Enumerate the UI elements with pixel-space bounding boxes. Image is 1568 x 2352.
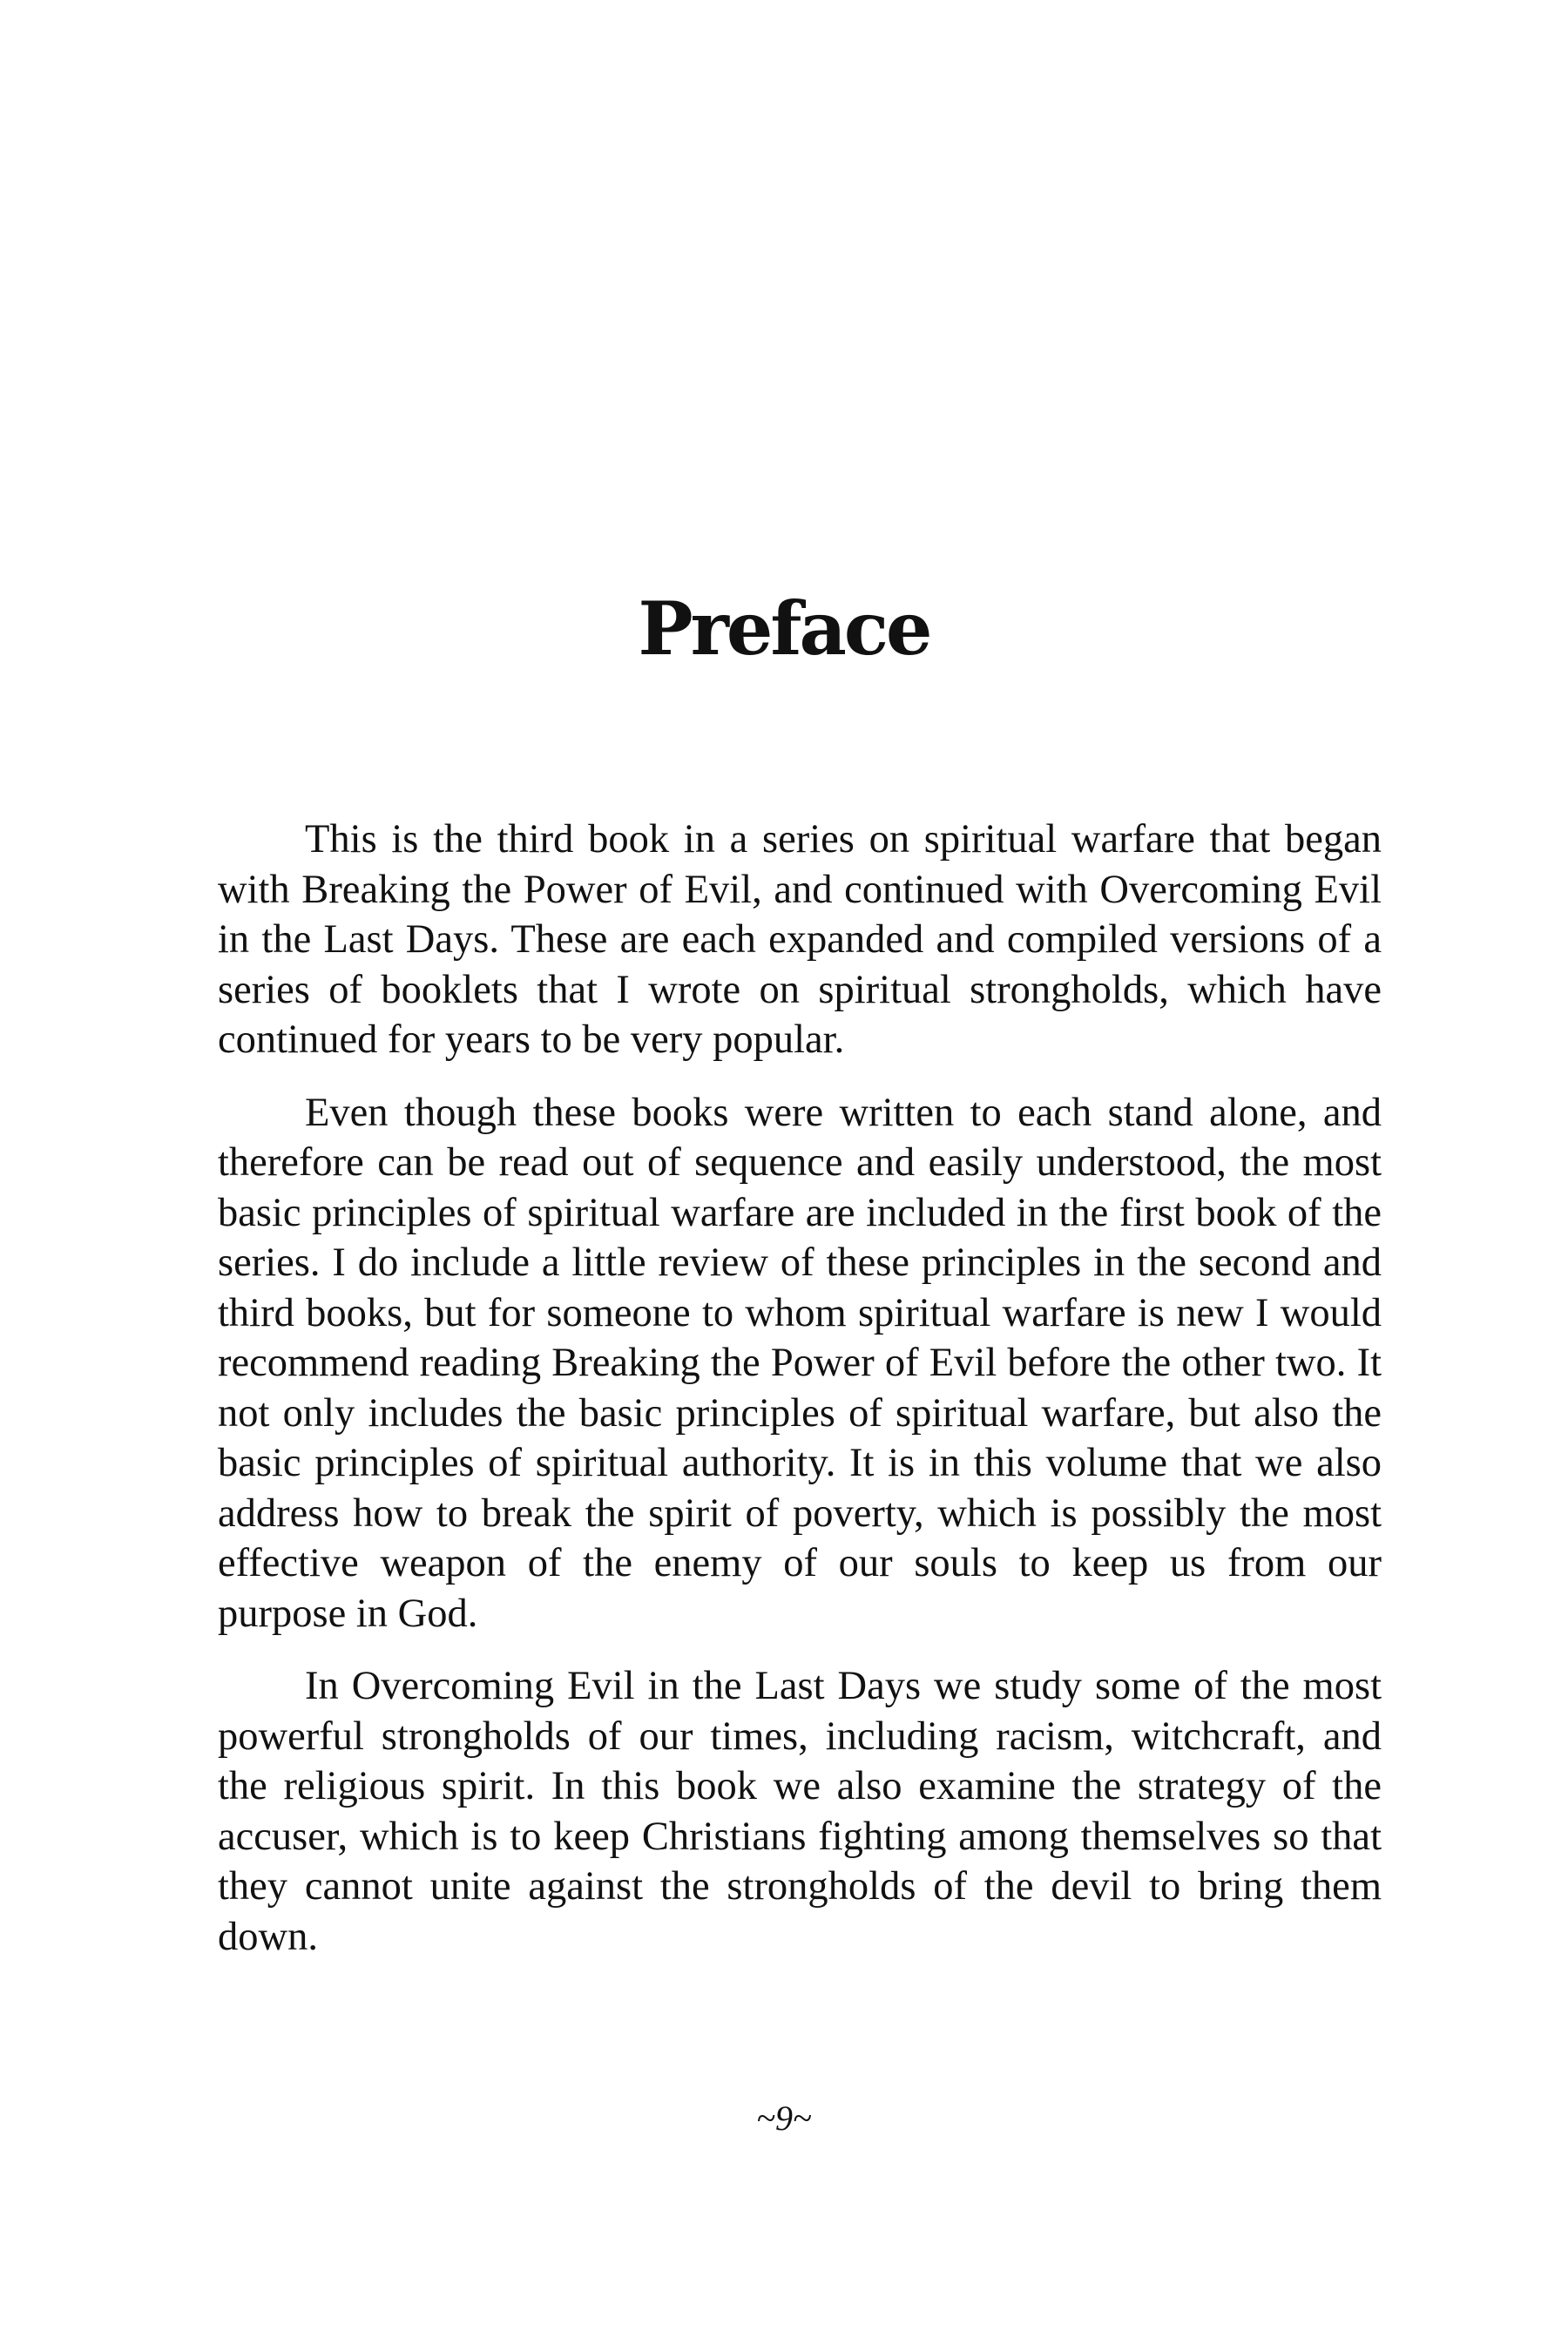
paragraph-2: Even though these books were written to each stand alone, and therefore can be read out of sequence and easily understood, the most basic principles of spiritual warfare are included in the first book of the series. I do include a little review of these principles in the second and third books, but for someone to whom spiritual warfare is new I would recommend reading Breaking the Power of Evil before the other two. It not only includes the basic principles of spiritual warfare, but also the basic principles of spiritual authority. It is in this volume that we also address how to break the spirit of poverty, which is possibly the most effective weapon of the enemy of our souls to keep us from our purpose in God. [218, 1090, 1382, 1636]
page-number: ~9~ [756, 2099, 812, 2138]
body-text [218, 814, 1382, 1984]
page-title: Preface [638, 585, 930, 672]
paragraph-3: In Overcoming Evil in the Last Days we study some of the most powerful strongholds of our times, including racism, witchcraft, and the religious spirit. In this book we also examine the strategy of the accuser, which is to keep Christians fighting among themselves so that they cannot unite against the strongholds of the devil to bring them down. [218, 1664, 1382, 1959]
paragraph-1: This is the third book in a series on spiritual warfare that began with Breaking the Power of Evil, and continued with Overcoming Evil in the Last Days. These are each expanded and compiled versions of a series of booklets that I wrote on spiritual strongholds, which have continued for years to be very popular. [218, 817, 1382, 1062]
